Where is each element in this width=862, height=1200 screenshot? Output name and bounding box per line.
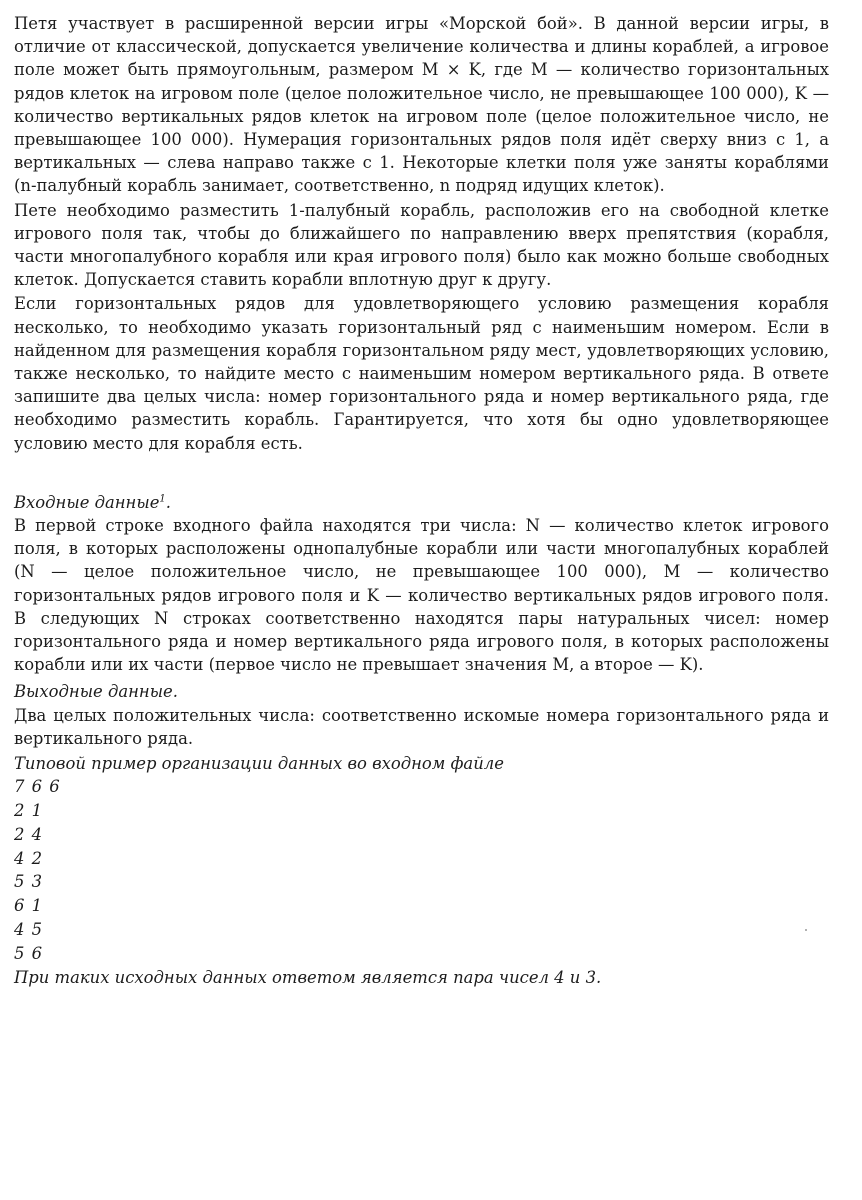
- footnote-marker: 1: [159, 493, 166, 505]
- input-heading-end: .: [165, 492, 171, 512]
- example-data: [14, 775, 829, 965]
- scan-speck: [805, 929, 807, 931]
- example-row: 6 1: [14, 896, 44, 916]
- example-row: 5 6: [14, 943, 44, 963]
- example-row: 4 5: [14, 920, 44, 940]
- document-page: [14, 12, 829, 989]
- problem-paragraph-1: Петя участвует в расширенной версии игры «Морской бой». В данной версии игры, в отличие от классической, допускается увеличение количества и длины кораблей, а игровое поле может быть прямоугольным, размером M × K, где M — количество горизонтальных рядов клеток на игровом поле (целое положительное число, не превышающее 100 000), K — количество вертикальных рядов клеток на игровом поле (целое положительное число, не превышающее 100 000). Нумерация горизонтальных рядов поля идёт сверху вниз с 1, а вертикальных — слева направо также с 1. Некоторые клетки поля уже заняты кораблями (n-палубный корабль занимает, соответственно, n подряд идущих клеток).: [14, 14, 829, 196]
- problem-paragraph-3: Если горизонтальных рядов для удовлетворяющего условию размещения корабля несколько, то необходимо указать горизонтальный ряд с наименьшим номером. Если в найденном для размещения корабля горизонтальном ряду мест, удовлетворяющих условию, также несколько, то найдите место с наименьшим номером вертикального ряда. В ответе запишите два целых числа: номер горизонтального ряда и номер вертикального ряда, где необходимо разместить корабль. Гарантируется, что хотя бы одно удовлетворяющее условию место для корабля есть.: [14, 294, 829, 453]
- output-heading: Выходные данные.: [14, 682, 178, 702]
- input-description: В первой строке входного файла находятся три числа: N — количество клеток игрового поля, в которых расположены однопалубные корабли или части многопалубных кораблей (N — целое положительное число, не превышающее 100 000), M — количество горизонтальных рядов игрового поля и K — количество вертикальных рядов игрового поля. В следующих N строках соответственно находятся пары натуральных чисел: номер горизонтального ряда и номер вертикального ряда игрового поля, в которых расположены корабли или их части (первое число не превышает значения M, а второе — K).: [14, 516, 829, 675]
- example-heading: Типовой пример организации данных во входном файле: [14, 754, 504, 774]
- output-description: Два целых положительных числа: соответственно искомые номера горизонтального ряда и вертикального ряда.: [14, 705, 829, 748]
- input-heading: [14, 491, 829, 514]
- input-heading-text: Входные данные: [14, 492, 160, 512]
- example-row: 4 2: [14, 848, 44, 868]
- example-row: 7 6 6: [14, 777, 61, 797]
- section-gap: [14, 455, 829, 491]
- example-row: 2 4: [14, 824, 44, 844]
- example-row: 2 1: [14, 801, 44, 821]
- example-answer: При таких исходных данных ответом является пара чисел 4 и 3.: [14, 967, 602, 987]
- problem-paragraph-2: Пете необходимо разместить 1-палубный корабль, расположив его на свободной клетке игрового поля так, чтобы до ближайшего по направлению вверх препятствия (корабля, части многопалубного корабля или края игрового поля) было как можно больше свободных клеток. Допускается ставить корабли вплотную друг к другу.: [14, 200, 829, 290]
- example-row: 5 3: [14, 872, 44, 892]
